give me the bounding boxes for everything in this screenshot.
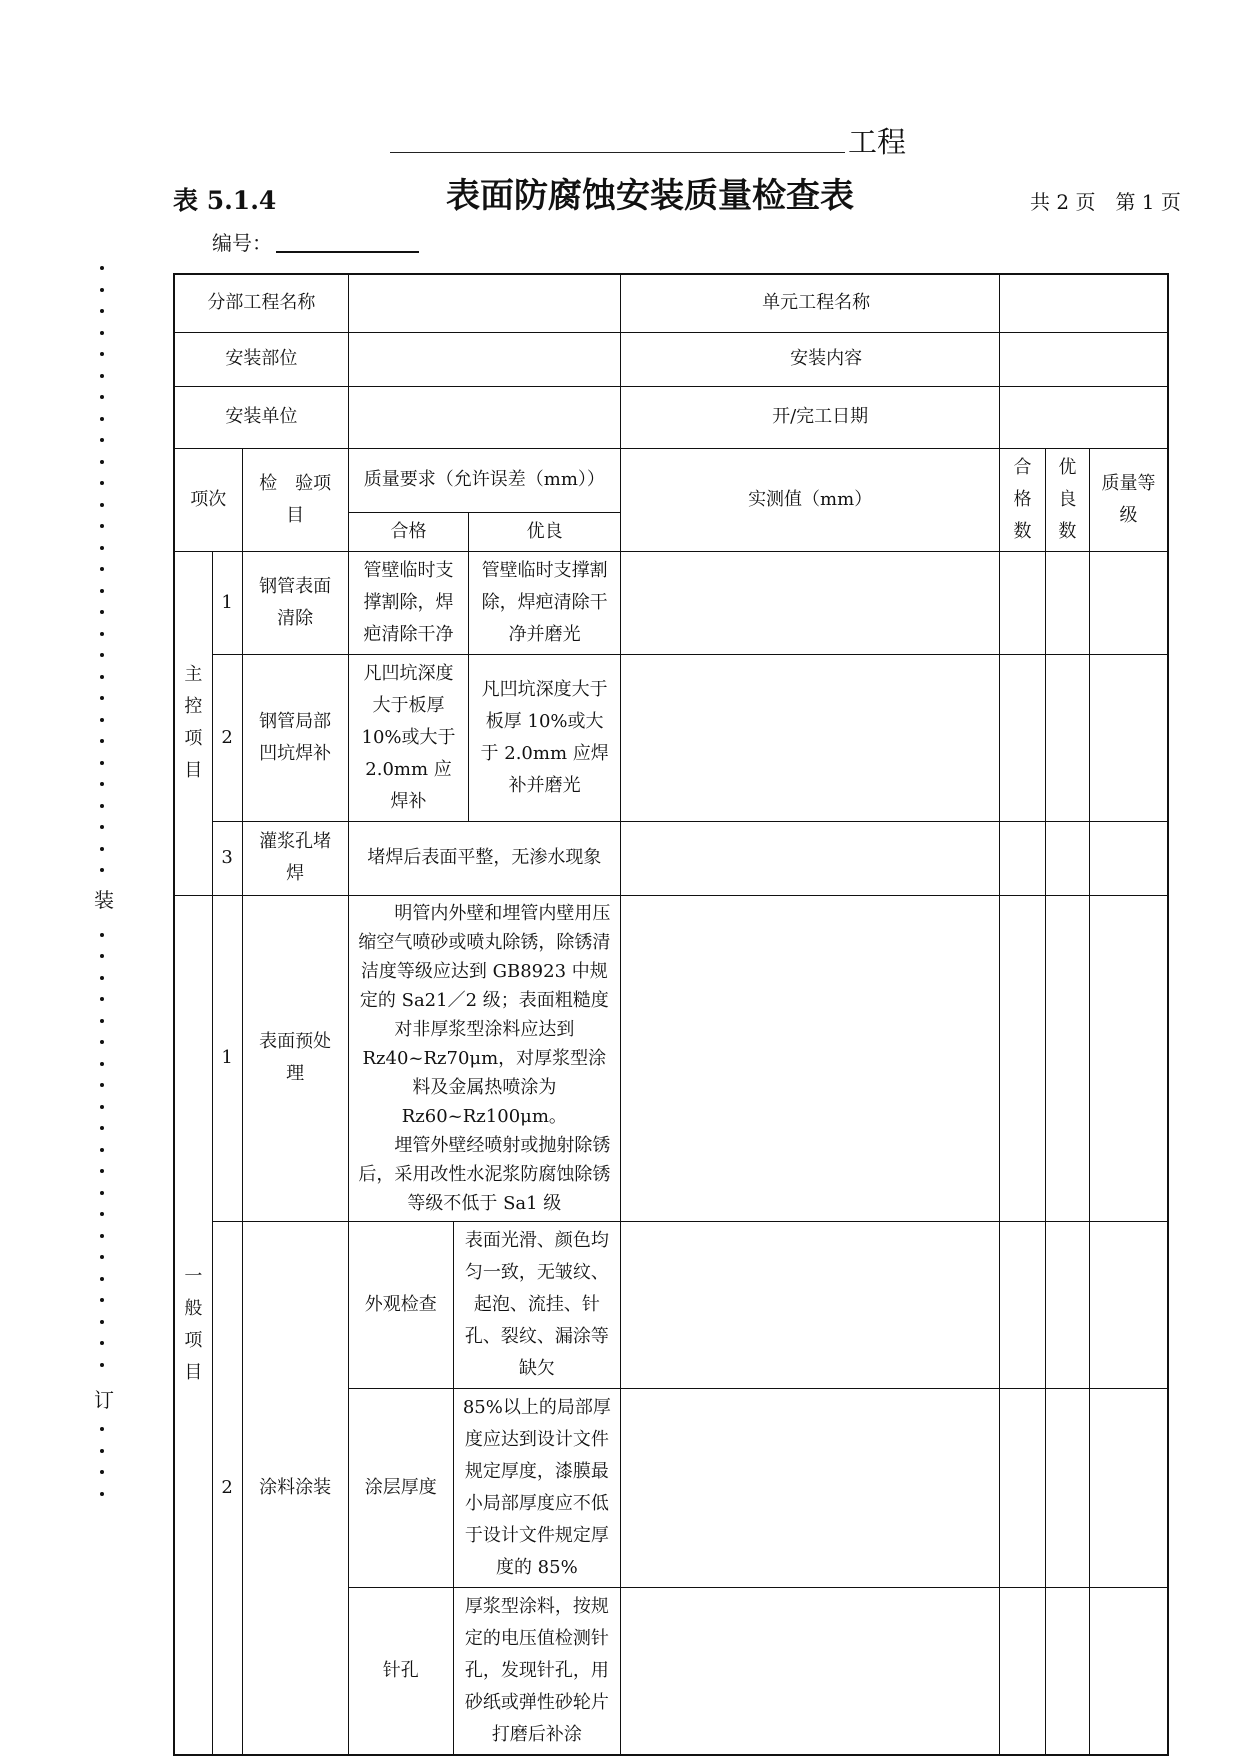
sub-item-table — [349, 1222, 620, 1388]
measured-value-field[interactable] — [620, 895, 999, 1221]
binding-dot — [100, 847, 104, 851]
header-excellent-count: 优良数 — [1045, 448, 1089, 551]
binding-dot — [100, 1277, 104, 1281]
sub-item-cell — [348, 1587, 620, 1755]
header-quality-req: 质量要求（允许误差（mm）） — [348, 448, 620, 512]
binding-dot — [100, 1320, 104, 1324]
binding-dot — [100, 1191, 104, 1195]
page-info: 共 2 页 第 1 页 — [1030, 190, 1181, 214]
binding-dot — [100, 417, 104, 421]
binding-line — [94, 262, 114, 1502]
binding-dot — [100, 331, 104, 335]
binding-dot — [100, 997, 104, 1001]
header-pass: 合格 — [348, 512, 469, 551]
binding-dot — [100, 739, 104, 743]
table-row — [174, 654, 1168, 821]
binding-dot — [100, 653, 104, 657]
binding-dot — [100, 374, 104, 378]
binding-dot — [100, 782, 104, 786]
excellent-count-field[interactable] — [1045, 821, 1089, 895]
binding-dot — [100, 1298, 104, 1302]
sub-item-table — [349, 1389, 620, 1587]
quality-grade-field[interactable] — [1090, 821, 1168, 895]
binding-dot — [100, 589, 104, 593]
binding-dot — [100, 976, 104, 980]
binding-dot — [100, 1126, 104, 1130]
binding-dot — [100, 460, 104, 464]
header-measured: 实测值（mm） — [620, 448, 999, 551]
excellent-count-field[interactable] — [1045, 551, 1089, 654]
table-row — [174, 551, 1168, 654]
pass-count-field[interactable] — [1000, 1221, 1045, 1388]
binding-dot — [100, 1019, 104, 1023]
pass-count-field[interactable] — [1000, 654, 1045, 821]
excellent-count-field[interactable] — [1045, 1221, 1089, 1388]
table-header-row — [174, 448, 1168, 512]
binding-dot — [100, 933, 104, 937]
quality-grade-field[interactable] — [1090, 551, 1168, 654]
item-name: 表面预处理 — [242, 895, 348, 1221]
sub-item-row — [349, 1222, 620, 1388]
item-no: 1 — [212, 895, 242, 1221]
binding-dot — [100, 1492, 104, 1496]
info-label: 安装单位 — [174, 386, 348, 448]
info-label — [620, 386, 999, 448]
sub-item-requirement: 表面光滑、颜色均匀一致，无皱纹、起泡、流挂、针孔、裂纹、漏涂等缺欠 — [464, 1229, 609, 1379]
binding-dot — [100, 1341, 104, 1345]
info-value-field[interactable] — [348, 386, 620, 448]
project-name-blank[interactable] — [390, 122, 845, 153]
binding-dot — [100, 1105, 104, 1109]
general-items-label: 一般项目 — [174, 895, 212, 1755]
sub-item-row — [349, 1588, 620, 1754]
binding-dot — [100, 1040, 104, 1044]
binding-dot — [100, 481, 104, 485]
table-row — [174, 1221, 1168, 1388]
excellent-count-field[interactable] — [1045, 654, 1089, 821]
table-number: 表 5.1.4 — [173, 186, 277, 215]
table-row — [174, 895, 1168, 1221]
header-check-item: 检 验项目 — [242, 448, 348, 551]
inspection-table — [173, 273, 1169, 1756]
code-blank[interactable] — [276, 226, 419, 253]
pass-count-field[interactable] — [1000, 1388, 1045, 1587]
sub-item-requirement: 厚浆型涂料，按规定的电压值检测针孔，发现针孔，用砂纸或弹性砂轮片打磨后补涂 — [464, 1595, 609, 1745]
measured-value-field[interactable] — [620, 821, 999, 895]
excellent-count-field[interactable] — [1045, 895, 1089, 1221]
measured-value-field[interactable] — [620, 1587, 999, 1755]
sub-item-requirement: 85%以上的局部厚度应达到设计文件规定厚度，漆膜最小局部厚度应不低于设计文件规定厚度的 85% — [462, 1396, 611, 1578]
measured-value-field[interactable] — [620, 1221, 999, 1388]
item-name: 涂料涂装 — [242, 1221, 348, 1755]
binding-dot — [100, 954, 104, 958]
binding-dot — [100, 675, 104, 679]
binding-dot — [100, 1470, 104, 1474]
header-quality-grade: 质量等级 — [1090, 448, 1168, 551]
item-no: 2 — [212, 1221, 242, 1755]
binding-dot — [100, 696, 104, 700]
binding-dot — [100, 1062, 104, 1066]
binding-dot — [100, 1363, 104, 1367]
pass-count-field[interactable] — [1000, 821, 1045, 895]
binding-dot — [100, 761, 104, 765]
item-no: 1 — [212, 551, 242, 654]
binding-dot — [100, 632, 104, 636]
info-row — [174, 332, 1168, 386]
measured-value-field[interactable] — [620, 1388, 999, 1587]
info-row — [174, 274, 1168, 332]
info-label: 分部工程名称 — [174, 274, 348, 332]
sub-item-cell — [348, 1388, 620, 1587]
info-label-text: 安装内容 — [790, 348, 863, 369]
binding-dot — [100, 610, 104, 614]
requirement-paragraph: 埋管外壁经喷射或抛射除锈后，采用改性水泥浆防腐蚀除锈等级不低于 Sa1 级 — [358, 1134, 611, 1214]
table-row — [174, 821, 1168, 895]
info-value-field[interactable] — [1000, 386, 1168, 448]
item-name: 灌浆孔堵焊 — [242, 821, 348, 895]
measured-value-field[interactable] — [620, 551, 999, 654]
binding-dot — [100, 868, 104, 872]
info-label — [620, 274, 999, 332]
item-no: 3 — [212, 821, 242, 895]
main-control-label: 主控项目 — [174, 551, 212, 895]
info-value-field[interactable] — [348, 274, 620, 332]
info-label — [620, 332, 999, 386]
binding-dot — [100, 1212, 104, 1216]
project-suffix: 工程 — [848, 125, 907, 159]
sub-item-cell — [348, 1221, 620, 1388]
pass-count-field[interactable] — [1000, 895, 1045, 1221]
quality-grade-field[interactable] — [1090, 1221, 1168, 1388]
info-value-field[interactable] — [348, 332, 620, 386]
binding-dot — [100, 395, 104, 399]
binding-dot — [100, 266, 104, 270]
header-pass-count: 合格数 — [1000, 448, 1045, 551]
info-label-text: 单元工程名称 — [762, 292, 871, 314]
binding-dot — [100, 546, 104, 550]
binding-dot — [100, 288, 104, 292]
binding-dot — [100, 503, 104, 507]
binding-dot — [100, 1234, 104, 1238]
item-pass-req: 凡凹坑深度大于板厚 10%或大于 2.0mm 应焊补 — [348, 654, 469, 821]
excellent-count-field[interactable] — [1045, 1388, 1089, 1587]
binding-dot — [100, 825, 104, 829]
item-requirement — [348, 895, 620, 1221]
sub-item-row — [349, 1389, 620, 1587]
header-excellent: 优良 — [469, 512, 621, 551]
pass-count-field[interactable] — [1000, 551, 1045, 654]
item-name: 钢管局部凹坑焊补 — [242, 654, 348, 821]
item-pass-req: 管壁临时支撑割除，焊疤清除干净 — [348, 551, 469, 654]
requirement-paragraph: 明管内外壁和埋管内壁用压缩空气喷砂或喷丸除锈，除锈清洁度等级应达到 GB8923 中规定的 Sa21／2 级；表面粗糙度对非厚浆型涂料应达到 Rz40~Rz70μm，对厚浆型涂料及金属热喷涂为 Rz60~Rz100μm。 — [358, 902, 611, 1127]
info-value-field[interactable] — [1000, 274, 1168, 332]
info-row — [174, 386, 1168, 448]
binding-dot — [100, 718, 104, 722]
sub-item-name: 外观检查 — [349, 1222, 454, 1388]
info-label-text: 开/完工日期 — [772, 406, 869, 427]
binding-dot — [100, 438, 104, 442]
sub-item-name: 涂层厚度 — [349, 1389, 454, 1587]
measured-value-field[interactable] — [620, 654, 999, 821]
quality-grade-field[interactable] — [1090, 1587, 1168, 1755]
pass-count-field[interactable] — [1000, 1587, 1045, 1755]
sub-item-table — [349, 1588, 620, 1754]
quality-grade-field[interactable] — [1090, 1388, 1168, 1587]
binding-dot — [100, 524, 104, 528]
binding-dot — [100, 309, 104, 313]
quality-grade-field[interactable] — [1090, 895, 1168, 1221]
code-label: 编号： — [212, 231, 272, 255]
excellent-count-field[interactable] — [1045, 1587, 1089, 1755]
item-excellent-req: 管壁临时支撑割除，焊疤清除干净并磨光 — [469, 551, 621, 654]
item-excellent-req: 凡凹坑深度大于板厚 10%或大于 2.0mm 应焊补并磨光 — [469, 654, 621, 821]
binding-dot — [100, 1083, 104, 1087]
binding-dot — [100, 1449, 104, 1453]
item-name: 钢管表面清除 — [242, 551, 348, 654]
binding-char-bottom: 订 — [94, 1388, 114, 1412]
item-no: 2 — [212, 654, 242, 821]
binding-char-top: 装 — [94, 888, 114, 912]
header-item-no: 项次 — [174, 448, 242, 551]
binding-dot — [100, 352, 104, 356]
quality-grade-field[interactable] — [1090, 654, 1168, 821]
binding-dot — [100, 1427, 104, 1431]
info-value-field[interactable] — [1000, 332, 1168, 386]
binding-dot — [100, 1169, 104, 1173]
sub-item-name: 针孔 — [349, 1588, 454, 1754]
binding-dot — [100, 1255, 104, 1259]
page-title: 表面防腐蚀安装质量检查表 — [446, 176, 854, 216]
item-requirement: 堵焊后表面平整，无渗水现象 — [348, 821, 620, 895]
binding-dot — [100, 1148, 104, 1152]
binding-dot — [100, 567, 104, 571]
binding-dot — [100, 804, 104, 808]
info-label: 安装部位 — [174, 332, 348, 386]
